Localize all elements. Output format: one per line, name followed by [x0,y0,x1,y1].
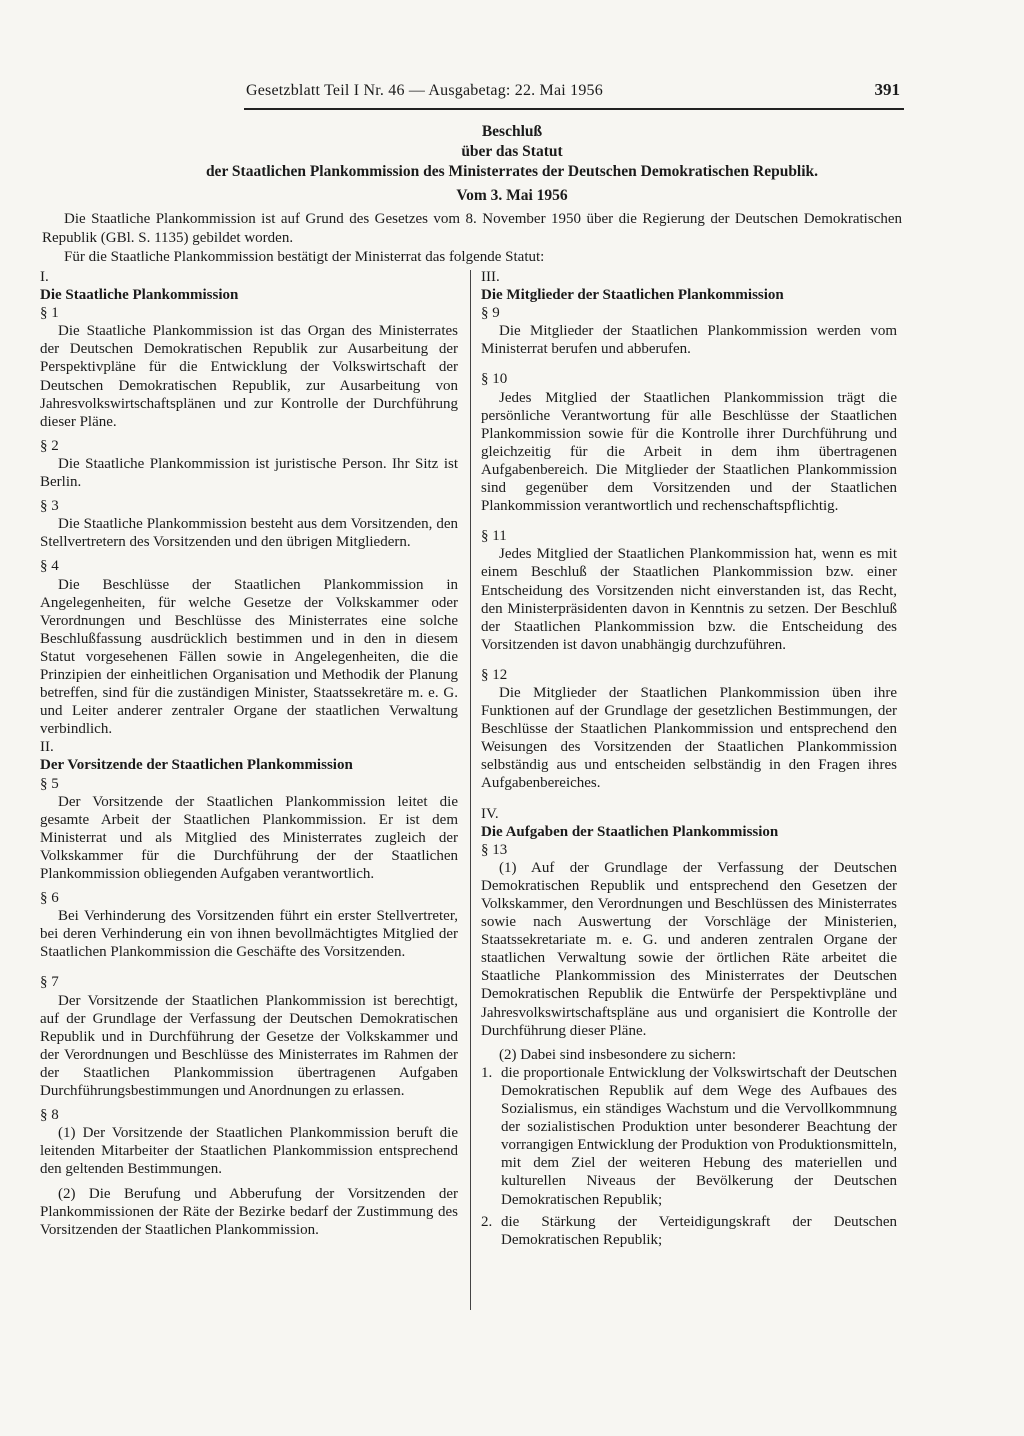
paragraph-heading: § 5 [40,775,59,792]
section-number: II. [40,739,54,756]
paragraph-text: Die Mitglieder der Staatlichen Plankommission werden vom Ministerrat berufen und abberufen. [481,323,897,358]
paragraph-text: Die Staatliche Plankommission ist juristische Person. Ihr Sitz ist Berlin. [40,455,458,491]
paragraph-heading: § 12 [481,666,508,683]
paragraph-heading: § 9 [481,305,500,322]
paragraph-text: Die Staatliche Plankommission besteht aus dem Vorsitzenden, den Stellvertretern des Vorsitzenden und den übrigen Mitgliedern. [40,516,458,551]
paragraph-heading: § 3 [40,498,59,515]
intro-paragraph-1 [42,210,902,248]
paragraph-text: Die Mitglieder der Staatlichen Plankommission üben ihre Funktionen auf der Grundlage der gesetzlichen Bestimmungen, der Beschlüsse der Staatlichen Plankommission und entsprechend den Weisungen des Vorsitzenden der Staatlichen Plankommission selbständig aus und entscheiden selbständig in den Fragen ihres Aufgabenbereiches. [481,684,897,792]
section-title: Die Mitglieder der Staatlichen Plankommission [481,287,784,304]
section-number: I. [40,269,49,285]
paragraph-heading: § 7 [40,974,59,991]
section-number: IV. [481,805,499,822]
paragraph-heading: § 13 [481,841,508,858]
paragraph-text: Die Staatliche Plankommission ist das Organ des Ministerrates der Deutschen Demokratischen Republik zur Ausarbeitung der Perspektivpläne für die Entwicklung der Volkswirtschaft der Deutschen Demokratischen Republik, zur Ausarbeitung von Jahresvolkswirtschaftsplänen und zur Kontrolle der Durchführung dieser Pläne. [40,323,458,430]
intro-text-2: Für die Staatliche Plankommission bestätigt der Ministerrat das folgende Statut: [64,249,545,265]
paragraph-text: (2) Die Berufung und Abberufung der Vorsitzenden der Plankommissionen der Räte der Bezirke bedarf der Zustimmung des Vorsitzenden der Staatlichen Plankommission. [40,1185,458,1238]
list-item-text: die proportionale Entwicklung der Volkswirtschaft der Deutschen Demokratischen Republik auf dem Wege des Aufbaues des Sozialismus, ein ständiges Wachstum und die Vervollkommnung der sozialistischen Produktion unter besonderer Beachtung der vorrangigen Entwicklung der Produktion von Produktionsmitteln, mit dem Ziel der weiteren Hebung des materiellen und kulturellen Niveaus der Bevölkerung der Deutschen Demokratischen Republik; [501,1064,897,1208]
paragraph-heading: § 6 [40,890,59,907]
decree-title-line2: über das Statut [461,143,563,160]
paragraph-text: (2) Dabei sind insbesondere zu sichern: [499,1046,737,1063]
paragraph-text: Jedes Mitglied der Staatlichen Plankommission hat, wenn es mit einem Beschluß der Staatlichen Plankommission bzw. einer Entscheidung des Vorsitzenden nicht einverstanden ist, das Recht, den Ministerpräsidenten davon in Kenntnis zu setzen. Der Beschluß der Staatlichen Plankommission bzw. die Entscheidung des Vorsitzenden ist davon unabhängig durchzuführen. [481,546,897,653]
decree-date: Vom 3. Mai 1956 [456,187,568,204]
paragraph-text: Jedes Mitglied der Staatlichen Plankommission trägt die persönliche Verantwortung für alle Beschlüsse der Staatlichen Plankommission sowie für die Kontrolle ihrer Durchführung und gleichzeitig für die Arbeit in dem ihm übertragenen Aufgabenbereich. Die Mitglieder der Staatlichen Plankommission sind gegenüber dem Vorsitzenden und der Staatlichen Plankommission verantwortlich und rechenschaftspflichtig. [481,389,897,515]
section-number: III. [481,269,500,285]
page-header [244,78,904,110]
left-column [40,268,458,1239]
list-item [481,1213,897,1249]
list-item [481,1064,897,1209]
paragraph-heading: § 2 [40,437,59,454]
paragraph-heading: § 1 [40,305,59,322]
paragraph-heading: § 4 [40,558,59,575]
paragraph-heading: § 8 [40,1107,59,1124]
section-title: Der Vorsitzende der Staatlichen Plankommission [40,757,353,774]
column-divider [470,270,471,1310]
decree-title-line1: Beschluß [481,123,543,140]
paragraph-text: Die Beschlüsse der Staatlichen Plankommission in Angelegenheiten, für welche Gesetze der Volkskammer oder Verordnungen und Beschlüsse des Ministerrates eine solche Beschlußfassung ausdrücklich bestimmen und in den in diesem Statut vorgesehenen Fällen sowie in Angelegenheiten, die die Prinzipien der einheitlichen Organisation und Methodik der Planung betreffen, sind für die zuständigen Minister, Staatssekretäre m. e. G. und Leiter anderer zentraler Organe der staatlichen Verwaltung verbindlich. [40,576,458,738]
paragraph-text: Der Vorsitzende der Staatlichen Plankommission leitet die gesamte Arbeit der Staatlichen Plankommission. Er ist dem Ministerrat und als Mitglied des Ministerrates zugleich der Volkskammer für die Durchführung der der Staatlichen Plankommission obliegenden Aufgaben verantwortlich. [40,793,458,882]
paragraph-text: Bei Verhinderung des Vorsitzenden führt ein erster Stellvertreter, bei deren Verhinderung ein von ihnen bevollmächtigtes Mitglied der Staatlichen Plankommission die Geschäfte des Vorsitzenden. [40,908,458,961]
list-item-number: 2. [481,1213,493,1230]
intro-text-1: Die Staatliche Plankommission ist auf Grund des Gesetzes vom 8. November 1950 über die Regierung der Deutschen Demokratischen Republik (GBl. S. 1135) gebildet worden. [42,211,902,246]
paragraph-text: (1) Auf der Grundlage der Verfassung der Deutschen Demokratischen Republik und entsprechend den Gesetzen der Volkskammer, den Verordnungen und Beschlüssen des Ministerrates sowie nach Auswertung der Vorschläge der Ministerien, Staatssekretariate m. e. G. und anderen zentralen Organe der staatlichen Verwaltung sowie der örtlichen Räte arbeitet die Staatliche Plankommission des Ministerrates der Deutschen Demokratischen Republik die Entwürfe der Perspektivpläne und Jahresvolkswirtschaftspläne aus und organisiert die Kontrolle der Durchführung dieser Pläne. [481,859,897,1039]
list-item-number: 1. [481,1064,493,1081]
paragraph-text: (1) Der Vorsitzende der Staatlichen Plankommission beruft die leitenden Mitarbeiter der Staatlichen Plankommission entsprechend den geltenden Bestimmungen. [40,1125,458,1178]
list-item-text: die Stärkung der Verteidigungskraft der Deutschen Demokratischen Republik; [501,1213,897,1248]
section-title: Die Staatliche Plankommission [40,287,239,304]
paragraph-heading: § 10 [481,371,508,388]
right-column [481,268,897,1249]
numbered-list [481,1064,897,1249]
paragraph-text: Der Vorsitzende der Staatlichen Plankommission ist berechtigt, auf der Grundlage der Verfassung der Deutschen Demokratischen Republik und in Durchführung der Gesetze der Volkskammer und der Verordnungen und Beschlüsse des Ministerrates im Rahmen der der Staatlichen Plankommission übertragenen Aufgaben Durchführungsbestimmungen und Anordnungen zu erlassen. [40,992,458,1100]
running-title: Gesetzblatt Teil I Nr. 46 — Ausgabetag: 22. Mai 1956 [246,82,603,99]
page-number: 391 [874,80,900,99]
decree-title-line3: der Staatlichen Plankommission des Ministerrates der Deutschen Demokratischen Republik. [205,163,819,180]
paragraph-heading: § 11 [481,528,507,545]
section-title: Die Aufgaben der Staatlichen Plankommission [481,823,779,840]
intro-paragraph-2 [42,248,902,267]
